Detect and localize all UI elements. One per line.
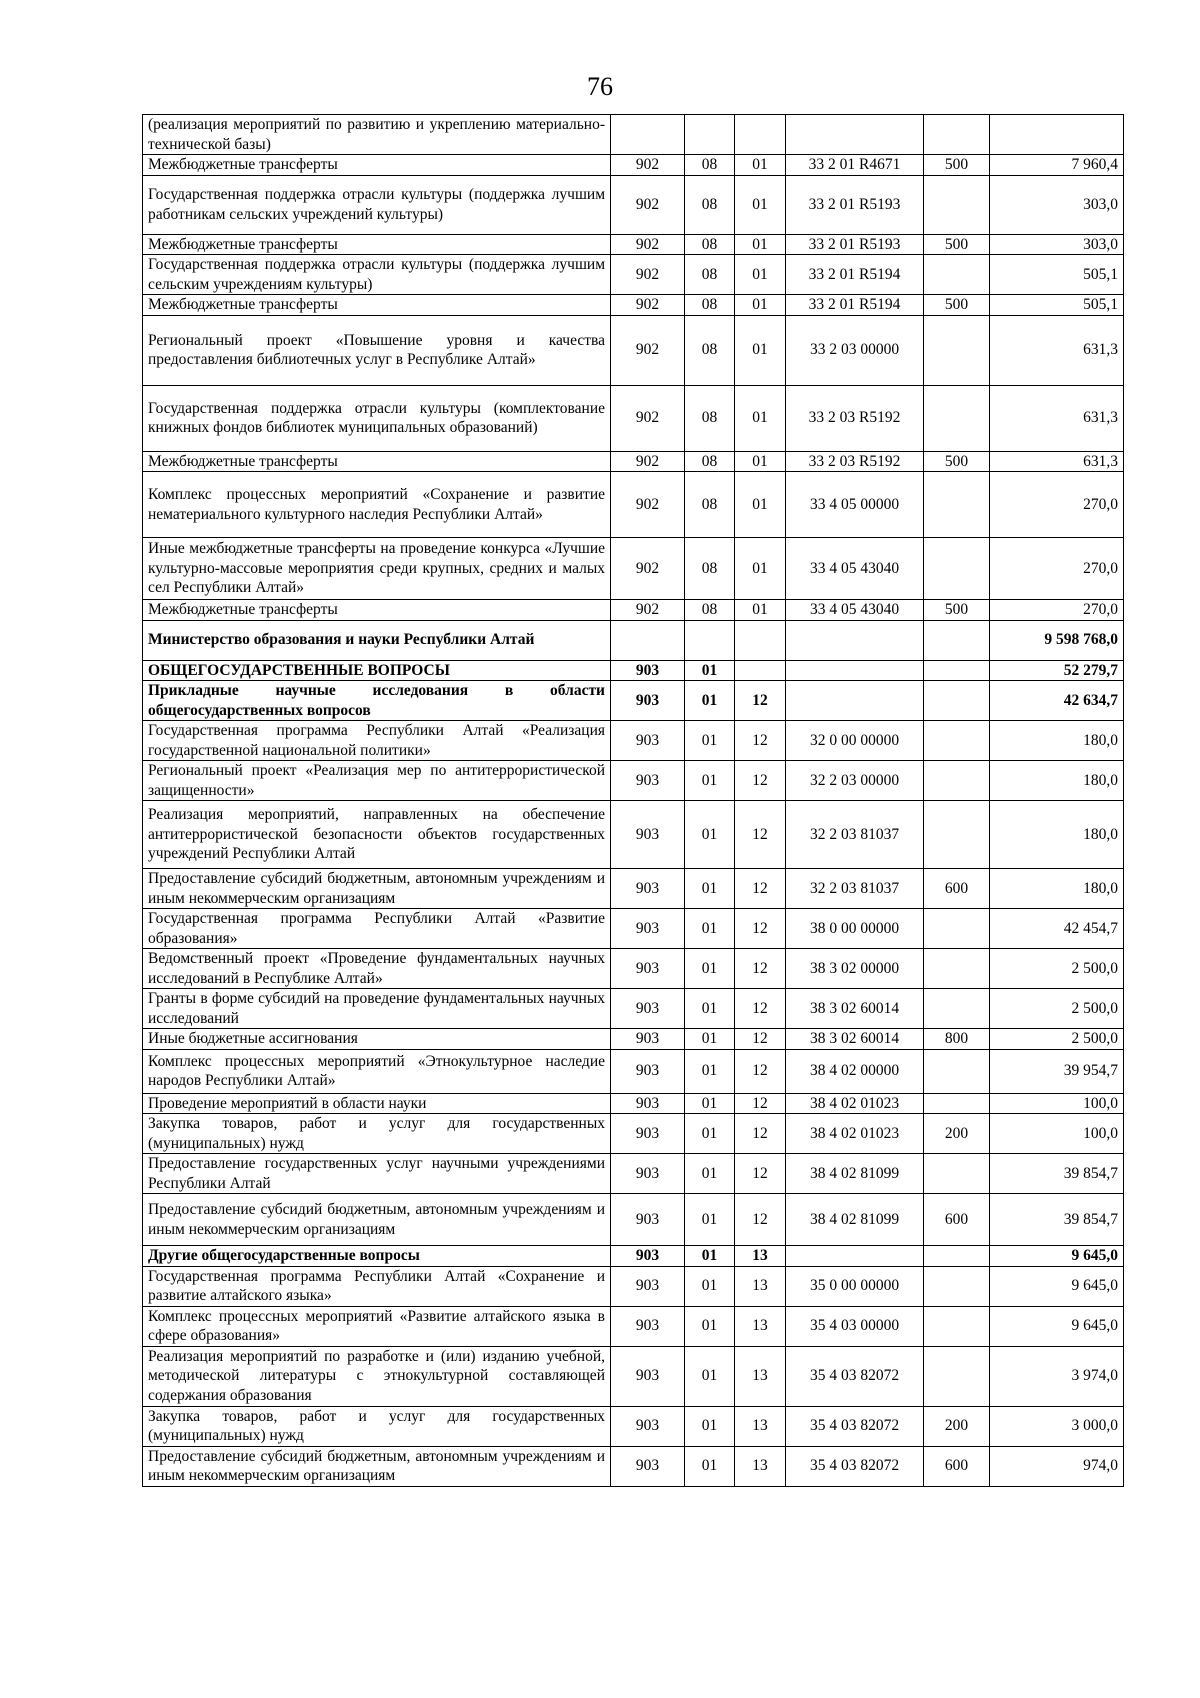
row-csr-cell: 38 4 02 01023 [786, 1114, 924, 1154]
row-csr-cell: 35 0 00 00000 [786, 1266, 924, 1306]
row-sum-cell: 52 279,7 [990, 660, 1124, 681]
table-row [143, 1306, 1124, 1346]
row-rz-cell: 01 [685, 1029, 735, 1050]
table-row [143, 721, 1124, 761]
row-pr-cell: 01 [735, 175, 786, 234]
row-csr-cell: 35 4 03 82072 [786, 1346, 924, 1406]
row-name-cell: Комплекс процессных мероприятий «Этнокультурное наследие народов Республики Алтай» [143, 1049, 611, 1093]
row-name-cell: Предоставление государственных услуг научными учреждениями Республики Алтай [143, 1154, 611, 1194]
row-ved-cell: 903 [611, 1346, 685, 1406]
row-sum-cell: 39 854,7 [990, 1194, 1124, 1246]
row-ved-cell: 903 [611, 1114, 685, 1154]
row-csr-cell: 35 4 03 82072 [786, 1446, 924, 1486]
row-name-cell: Комплекс процессных мероприятий «Сохранение и развитие нематериального культурного наследия Республики Алтай» [143, 472, 611, 538]
row-name-cell: Закупка товаров, работ и услуг для государственных (муниципальных) нужд [143, 1114, 611, 1154]
table-row [143, 1406, 1124, 1446]
row-sum-cell: 9 645,0 [990, 1266, 1124, 1306]
budget-table [142, 114, 1124, 1487]
row-rz-cell: 01 [685, 869, 735, 909]
table-row [143, 234, 1124, 255]
table-row [143, 660, 1124, 681]
row-rz-cell: 08 [685, 175, 735, 234]
row-csr-cell: 38 4 02 81099 [786, 1154, 924, 1194]
row-sum-cell: 42 454,7 [990, 909, 1124, 949]
row-name-cell: Государственная поддержка отрасли культуры (поддержка лучшим работникам сельских учреждений культуры) [143, 175, 611, 234]
row-sum-cell: 303,0 [990, 234, 1124, 255]
row-name-cell: Межбюджетные трансферты [143, 451, 611, 472]
row-sum-cell: 9 645,0 [990, 1246, 1124, 1267]
row-sum-cell: 9 645,0 [990, 1306, 1124, 1346]
row-rz-cell: 01 [685, 949, 735, 989]
table-row [143, 255, 1124, 295]
row-pr-cell: 13 [735, 1266, 786, 1306]
table-row [143, 115, 1124, 155]
row-sum-cell: 631,3 [990, 315, 1124, 385]
row-pr-cell [735, 115, 786, 155]
table-row [143, 1346, 1124, 1406]
row-rz-cell [685, 115, 735, 155]
row-rz-cell: 01 [685, 681, 735, 721]
row-ved-cell: 903 [611, 869, 685, 909]
row-csr-cell: 33 2 03 R5192 [786, 385, 924, 451]
row-ved-cell [611, 115, 685, 155]
row-csr-cell [786, 620, 924, 660]
row-vr-cell [924, 1049, 990, 1093]
row-csr-cell [786, 1246, 924, 1267]
table-row [143, 472, 1124, 538]
row-vr-cell [924, 721, 990, 761]
row-pr-cell: 01 [735, 451, 786, 472]
table-row [143, 909, 1124, 949]
row-rz-cell: 01 [685, 1194, 735, 1246]
row-sum-cell: 270,0 [990, 538, 1124, 600]
table-row [143, 681, 1124, 721]
row-rz-cell: 08 [685, 472, 735, 538]
row-name-cell: Проведение мероприятий в области науки [143, 1093, 611, 1114]
row-sum-cell: 180,0 [990, 801, 1124, 869]
row-name-cell: Предоставление субсидий бюджетным, автономным учреждениям и иным некоммерческим организациям [143, 869, 611, 909]
row-pr-cell [735, 660, 786, 681]
row-vr-cell: 800 [924, 1029, 990, 1050]
row-sum-cell: 3 974,0 [990, 1346, 1124, 1406]
row-ved-cell: 903 [611, 1049, 685, 1093]
row-sum-cell: 505,1 [990, 295, 1124, 316]
row-vr-cell: 500 [924, 155, 990, 176]
row-vr-cell: 500 [924, 600, 990, 621]
row-name-cell: Прикладные научные исследования в области общегосударственных вопросов [143, 681, 611, 721]
row-rz-cell: 01 [685, 1154, 735, 1194]
row-sum-cell: 180,0 [990, 869, 1124, 909]
row-vr-cell: 200 [924, 1114, 990, 1154]
row-ved-cell: 903 [611, 909, 685, 949]
row-sum-cell: 180,0 [990, 721, 1124, 761]
row-vr-cell [924, 115, 990, 155]
budget-table-body [143, 115, 1124, 1487]
row-csr-cell: 38 3 02 60014 [786, 989, 924, 1029]
row-sum-cell: 631,3 [990, 451, 1124, 472]
row-csr-cell [786, 681, 924, 721]
row-vr-cell [924, 949, 990, 989]
row-sum-cell: 3 000,0 [990, 1406, 1124, 1446]
row-ved-cell: 903 [611, 1406, 685, 1446]
row-csr-cell: 38 3 02 60014 [786, 1029, 924, 1050]
row-ved-cell: 903 [611, 660, 685, 681]
row-ved-cell: 903 [611, 1306, 685, 1346]
row-csr-cell: 33 2 03 R5192 [786, 451, 924, 472]
row-ved-cell: 903 [611, 989, 685, 1029]
table-row [143, 155, 1124, 176]
row-csr-cell: 33 2 01 R4671 [786, 155, 924, 176]
row-sum-cell: 9 598 768,0 [990, 620, 1124, 660]
table-row [143, 295, 1124, 316]
row-ved-cell: 903 [611, 761, 685, 801]
row-rz-cell: 01 [685, 1306, 735, 1346]
row-csr-cell: 35 4 03 82072 [786, 1406, 924, 1446]
table-row [143, 989, 1124, 1029]
row-pr-cell: 12 [735, 681, 786, 721]
row-rz-cell: 01 [685, 1093, 735, 1114]
row-ved-cell: 903 [611, 1194, 685, 1246]
row-ved-cell: 903 [611, 1029, 685, 1050]
table-row [143, 1114, 1124, 1154]
row-csr-cell: 33 2 01 R5193 [786, 234, 924, 255]
row-vr-cell [924, 801, 990, 869]
table-row [143, 801, 1124, 869]
row-sum-cell: 974,0 [990, 1446, 1124, 1486]
row-vr-cell [924, 385, 990, 451]
row-rz-cell: 01 [685, 761, 735, 801]
row-vr-cell: 500 [924, 234, 990, 255]
row-pr-cell: 12 [735, 1049, 786, 1093]
row-name-cell: Реализация мероприятий по разработке и (или) изданию учебной, методической литературы с этнокультурной составляющей содержания образования [143, 1346, 611, 1406]
row-pr-cell [735, 620, 786, 660]
row-csr-cell: 33 2 01 R5194 [786, 255, 924, 295]
row-sum-cell: 270,0 [990, 600, 1124, 621]
row-ved-cell: 903 [611, 801, 685, 869]
row-name-cell: Иные межбюджетные трансферты на проведение конкурса «Лучшие культурно-массовые мероприятия среди крупных, средних и малых сел Республики Алтай» [143, 538, 611, 600]
row-ved-cell: 903 [611, 721, 685, 761]
row-name-cell: Межбюджетные трансферты [143, 155, 611, 176]
row-sum-cell: 100,0 [990, 1114, 1124, 1154]
row-vr-cell [924, 1266, 990, 1306]
row-ved-cell: 902 [611, 155, 685, 176]
row-rz-cell: 08 [685, 451, 735, 472]
row-sum-cell: 7 960,4 [990, 155, 1124, 176]
row-sum-cell: 39 954,7 [990, 1049, 1124, 1093]
row-sum-cell: 631,3 [990, 385, 1124, 451]
row-pr-cell: 01 [735, 234, 786, 255]
table-row [143, 761, 1124, 801]
row-name-cell: Государственная программа Республики Алтай «Развитие образования» [143, 909, 611, 949]
row-name-cell: (реализация мероприятий по развитию и укреплению материально-технической базы) [143, 115, 611, 155]
row-ved-cell: 903 [611, 1446, 685, 1486]
row-vr-cell: 500 [924, 295, 990, 316]
row-rz-cell: 01 [685, 660, 735, 681]
row-csr-cell [786, 115, 924, 155]
row-rz-cell: 01 [685, 1049, 735, 1093]
row-name-cell: Ведомственный проект «Проведение фундаментальных научных исследований в Республике Алтай» [143, 949, 611, 989]
row-name-cell: Государственная поддержка отрасли культуры (поддержка лучшим сельским учреждениям культуры) [143, 255, 611, 295]
row-name-cell: Министерство образования и науки Республики Алтай [143, 620, 611, 660]
row-rz-cell: 08 [685, 538, 735, 600]
row-csr-cell: 33 4 05 43040 [786, 538, 924, 600]
row-rz-cell: 01 [685, 721, 735, 761]
row-name-cell: Другие общегосударственные вопросы [143, 1246, 611, 1267]
row-name-cell: Реализация мероприятий, направленных на обеспечение антитеррористической безопасности объектов государственных учреждений Республики Алтай [143, 801, 611, 869]
row-rz-cell: 08 [685, 315, 735, 385]
row-pr-cell: 12 [735, 1194, 786, 1246]
row-rz-cell: 01 [685, 1114, 735, 1154]
table-row [143, 620, 1124, 660]
row-name-cell: Межбюджетные трансферты [143, 234, 611, 255]
row-rz-cell: 01 [685, 801, 735, 869]
row-sum-cell: 270,0 [990, 472, 1124, 538]
row-csr-cell: 38 4 02 01023 [786, 1093, 924, 1114]
row-pr-cell: 13 [735, 1446, 786, 1486]
table-row [143, 949, 1124, 989]
table-row [143, 1093, 1124, 1114]
row-rz-cell [685, 620, 735, 660]
table-row [143, 451, 1124, 472]
row-vr-cell [924, 1346, 990, 1406]
row-pr-cell: 12 [735, 801, 786, 869]
row-vr-cell [924, 1306, 990, 1346]
row-vr-cell [924, 620, 990, 660]
row-ved-cell: 903 [611, 1266, 685, 1306]
row-name-cell: Региональный проект «Повышение уровня и качества предоставления библиотечных услуг в Республике Алтай» [143, 315, 611, 385]
row-csr-cell: 33 2 01 R5194 [786, 295, 924, 316]
row-sum-cell: 2 500,0 [990, 949, 1124, 989]
row-vr-cell [924, 989, 990, 1029]
table-row [143, 1154, 1124, 1194]
row-pr-cell: 12 [735, 1093, 786, 1114]
row-rz-cell: 01 [685, 1446, 735, 1486]
row-vr-cell: 600 [924, 869, 990, 909]
row-name-cell: Закупка товаров, работ и услуг для государственных (муниципальных) нужд [143, 1406, 611, 1446]
row-pr-cell: 01 [735, 472, 786, 538]
row-ved-cell: 902 [611, 538, 685, 600]
row-sum-cell: 180,0 [990, 761, 1124, 801]
row-ved-cell [611, 620, 685, 660]
row-rz-cell: 01 [685, 989, 735, 1029]
row-csr-cell: 33 4 05 00000 [786, 472, 924, 538]
row-ved-cell: 902 [611, 234, 685, 255]
row-vr-cell [924, 175, 990, 234]
row-vr-cell [924, 472, 990, 538]
row-csr-cell: 38 3 02 00000 [786, 949, 924, 989]
row-csr-cell: 35 4 03 00000 [786, 1306, 924, 1346]
table-row [143, 1049, 1124, 1093]
row-name-cell: Иные бюджетные ассигнования [143, 1029, 611, 1050]
row-name-cell: Предоставление субсидий бюджетным, автономным учреждениям и иным некоммерческим организациям [143, 1194, 611, 1246]
row-csr-cell: 38 0 00 00000 [786, 909, 924, 949]
row-name-cell: Гранты в форме субсидий на проведение фундаментальных научных исследований [143, 989, 611, 1029]
row-ved-cell: 903 [611, 1093, 685, 1114]
row-csr-cell: 38 4 02 81099 [786, 1194, 924, 1246]
row-vr-cell [924, 660, 990, 681]
row-vr-cell: 600 [924, 1194, 990, 1246]
row-pr-cell: 12 [735, 869, 786, 909]
row-sum-cell: 39 854,7 [990, 1154, 1124, 1194]
table-row [143, 538, 1124, 600]
row-pr-cell: 12 [735, 1114, 786, 1154]
row-rz-cell: 01 [685, 1406, 735, 1446]
row-rz-cell: 01 [685, 1246, 735, 1267]
row-pr-cell: 01 [735, 255, 786, 295]
table-row [143, 1029, 1124, 1050]
row-pr-cell: 13 [735, 1406, 786, 1446]
row-pr-cell: 01 [735, 315, 786, 385]
row-pr-cell: 12 [735, 949, 786, 989]
row-ved-cell: 902 [611, 600, 685, 621]
row-ved-cell: 902 [611, 385, 685, 451]
row-name-cell: Государственная программа Республики Алтай «Реализация государственной национальной политики» [143, 721, 611, 761]
row-csr-cell: 32 2 03 81037 [786, 869, 924, 909]
table-row [143, 1194, 1124, 1246]
row-pr-cell: 01 [735, 385, 786, 451]
row-ved-cell: 902 [611, 472, 685, 538]
row-csr-cell: 33 4 05 43040 [786, 600, 924, 621]
row-pr-cell: 01 [735, 155, 786, 176]
table-row [143, 1266, 1124, 1306]
table-row [143, 600, 1124, 621]
row-ved-cell: 903 [611, 681, 685, 721]
row-csr-cell: 32 2 03 00000 [786, 761, 924, 801]
row-pr-cell: 01 [735, 295, 786, 316]
table-row [143, 385, 1124, 451]
row-csr-cell: 33 2 01 R5193 [786, 175, 924, 234]
row-pr-cell: 13 [735, 1346, 786, 1406]
row-vr-cell [924, 761, 990, 801]
table-row [143, 1446, 1124, 1486]
row-pr-cell: 12 [735, 1029, 786, 1050]
row-vr-cell: 200 [924, 1406, 990, 1446]
row-ved-cell: 903 [611, 949, 685, 989]
row-ved-cell: 903 [611, 1246, 685, 1267]
row-sum-cell: 303,0 [990, 175, 1124, 234]
row-rz-cell: 08 [685, 155, 735, 176]
row-vr-cell [924, 1246, 990, 1267]
row-vr-cell [924, 1093, 990, 1114]
row-pr-cell: 12 [735, 1154, 786, 1194]
row-csr-cell [786, 660, 924, 681]
row-ved-cell: 902 [611, 451, 685, 472]
row-vr-cell [924, 315, 990, 385]
row-rz-cell: 01 [685, 1346, 735, 1406]
row-vr-cell: 500 [924, 451, 990, 472]
row-name-cell: ОБЩЕГОСУДАРСТВЕННЫЕ ВОПРОСЫ [143, 660, 611, 681]
row-csr-cell: 32 0 00 00000 [786, 721, 924, 761]
row-sum-cell: 2 500,0 [990, 989, 1124, 1029]
table-row [143, 175, 1124, 234]
row-name-cell: Государственная программа Республики Алтай «Сохранение и развитие алтайского языка» [143, 1266, 611, 1306]
row-pr-cell: 13 [735, 1246, 786, 1267]
table-row [143, 315, 1124, 385]
row-rz-cell: 08 [685, 255, 735, 295]
table-row [143, 869, 1124, 909]
row-ved-cell: 902 [611, 295, 685, 316]
row-rz-cell: 08 [685, 234, 735, 255]
row-name-cell: Государственная поддержка отрасли культуры (комплектование книжных фондов библиотек муниципальных образований) [143, 385, 611, 451]
row-ved-cell: 902 [611, 175, 685, 234]
row-vr-cell [924, 1154, 990, 1194]
row-rz-cell: 08 [685, 385, 735, 451]
row-rz-cell: 08 [685, 600, 735, 621]
row-csr-cell: 33 2 03 00000 [786, 315, 924, 385]
row-vr-cell [924, 681, 990, 721]
row-pr-cell: 13 [735, 1306, 786, 1346]
row-sum-cell [990, 115, 1124, 155]
row-sum-cell: 100,0 [990, 1093, 1124, 1114]
row-pr-cell: 01 [735, 600, 786, 621]
row-name-cell: Межбюджетные трансферты [143, 600, 611, 621]
row-pr-cell: 12 [735, 989, 786, 1029]
row-pr-cell: 01 [735, 538, 786, 600]
row-rz-cell: 01 [685, 1266, 735, 1306]
row-name-cell: Межбюджетные трансферты [143, 295, 611, 316]
row-name-cell: Региональный проект «Реализация мер по антитеррористической защищенности» [143, 761, 611, 801]
row-sum-cell: 505,1 [990, 255, 1124, 295]
row-vr-cell: 600 [924, 1446, 990, 1486]
row-csr-cell: 32 2 03 81037 [786, 801, 924, 869]
row-pr-cell: 12 [735, 721, 786, 761]
row-pr-cell: 12 [735, 761, 786, 801]
row-pr-cell: 12 [735, 909, 786, 949]
table-row [143, 1246, 1124, 1267]
page-number: 76 [587, 72, 613, 101]
row-vr-cell [924, 538, 990, 600]
row-vr-cell [924, 909, 990, 949]
row-sum-cell: 2 500,0 [990, 1029, 1124, 1050]
row-vr-cell [924, 255, 990, 295]
row-rz-cell: 01 [685, 909, 735, 949]
row-ved-cell: 902 [611, 255, 685, 295]
row-rz-cell: 08 [685, 295, 735, 316]
row-name-cell: Комплекс процессных мероприятий «Развитие алтайского языка в сфере образования» [143, 1306, 611, 1346]
row-ved-cell: 903 [611, 1154, 685, 1194]
row-ved-cell: 902 [611, 315, 685, 385]
row-name-cell: Предоставление субсидий бюджетным, автономным учреждениям и иным некоммерческим организациям [143, 1446, 611, 1486]
row-sum-cell: 42 634,7 [990, 681, 1124, 721]
row-csr-cell: 38 4 02 00000 [786, 1049, 924, 1093]
